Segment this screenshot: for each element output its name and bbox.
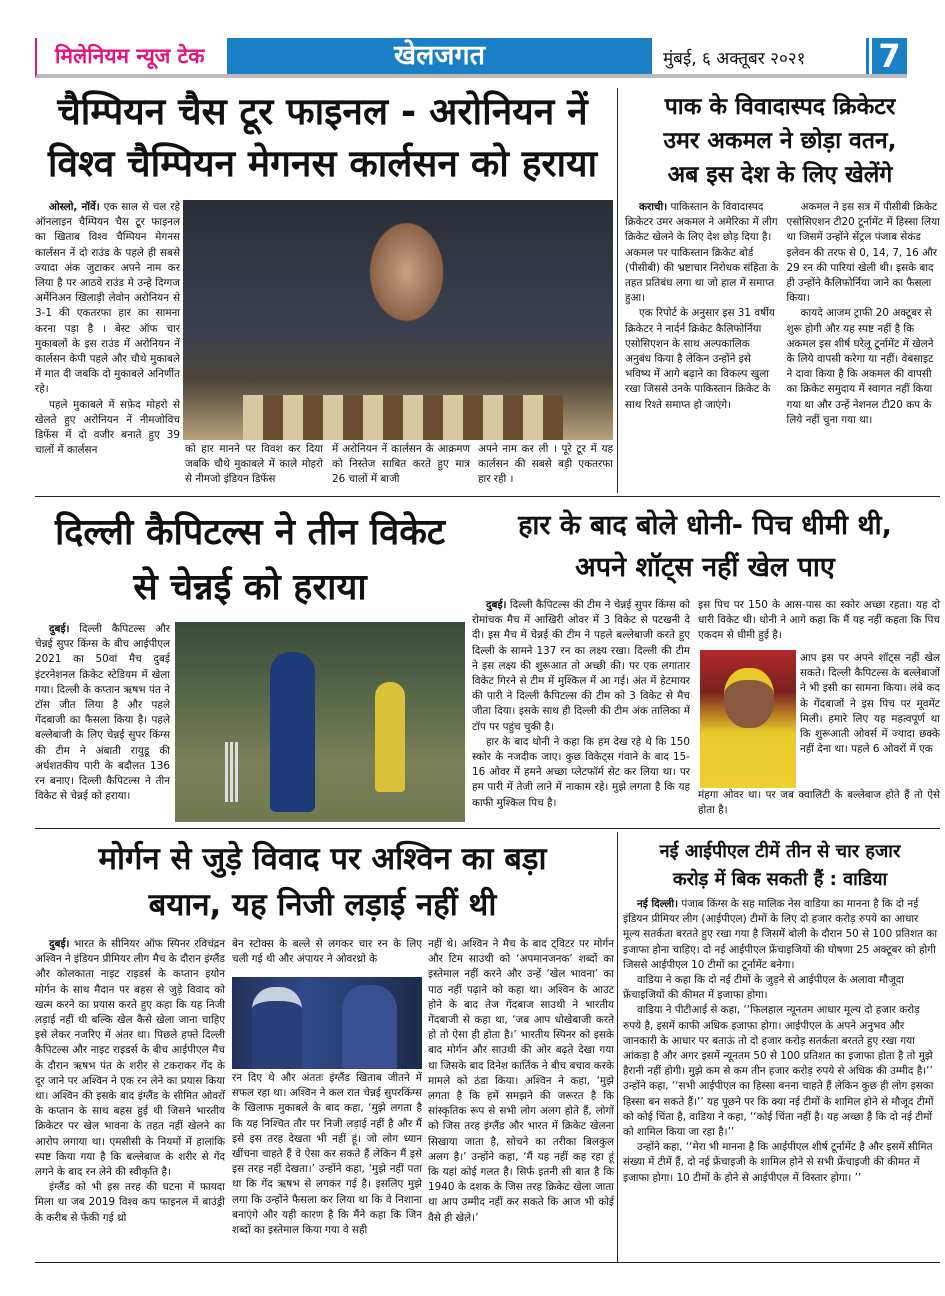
headline-line: दिल्ली कैपिटल्स ने तीन विकेट: [54, 512, 446, 553]
chess-player-photo: [183, 200, 613, 440]
dhoni-column-1: [472, 598, 690, 811]
masthead: [35, 38, 907, 78]
dhoni-headline: [470, 505, 940, 589]
paragraph: एक रिपोर्ट के अनुसार इस 31 वर्षीय क्रिकेटर ने नार्दर्न क्रिकेट कैलिफोर्निया एसोसिएशन के साथ अल्पकालिक अनुबंध किया है लेकिन उन्होंने इसे भविष्य में आगे बढ़ाने का विकल्प खुला रखा जिससे उनके पाकिस्तान क्रिकेट के साथ रिश्ते समाप्त हो जाएंगे।: [625, 307, 775, 411]
cricketers-photo: [232, 977, 422, 1069]
chess-board: [243, 395, 563, 440]
ashwin-column-1: [35, 937, 225, 1226]
headline-line: उमर अकमल ने छोड़ा वतन,: [663, 128, 897, 154]
akmal-column-1: [625, 200, 940, 492]
dhoni-column-2a: इस पिच पर 150 के आस-पास का स्कोर अच्छा रहता। यह दो धारी विकेट थी। धोनी ने आगे कहा कि मैं यह नहीं कहता कि पिच एकदम से धीमी हुई है।: [698, 599, 940, 642]
paragraph: हार के बाद धोनी ने कहा कि हम देख रहे थे कि 150 स्कोर के नजदीक जाए। कुछ विकेट्स गंवाने के बाद 15-16 ओवर में हमने अच्छा प्लेटफॉर्म सेट कर लिया था। पर हम पारी में तेजी लाने में नाकाम रहे। मुझे लगता है कि यह काफी मुश्किल पिच है।: [472, 735, 690, 809]
section-banner: [227, 38, 652, 74]
dhoni-column-2b: आप इस पर अपने शॉट्स नहीं खेल सकते। दिल्ली कैपिटल्स के बल्लेबाजों ने भी इसी का सामना किया। लंबे कद के गेंदबाजों ने इस पिच पर मूवमेंट मिली। हमारे लिए यह महत्वपूर्ण था कि शुरूआती ओवर्स में ज्यादा छक्के नहीं देना था। पहले 6 ओवरों में एक: [800, 652, 940, 756]
section-title: खेलजगत: [393, 40, 486, 71]
dateline: दुबई।: [49, 623, 70, 635]
headline-line: विश्व चैम्पियन मेगनस कार्लसन को हराया: [47, 142, 598, 185]
dateline: ओस्लो, नॉर्वे।: [49, 201, 100, 213]
headline-line: से चेन्नई को हराया: [133, 567, 367, 608]
chess-column-2: को हार मानने पर विवश कर दिया जबकि चौथे मुकाबले में काले मोहरो से नीमजो इंडियन डिफेंस: [185, 443, 323, 486]
paragraph: दिल्ली कैपिटल्स की टीम ने चेन्नई सुपर किंग्स को रोमांचक मैच में आखिरी ओवर में 3 विकेट से पटखनी दे दी। इस मैच में चेन्नई की टीम ने पहले बल्लेबाजी करते हुए दिल्ली के सामने 137 रन का लक्ष्य रखा। दिल्ली की टीम ने इस लक्ष्य की शुरूआत तो अच्छी की। पर एक लगातार विकेट गिरने से टीम में मुश्किल में आ गई। अंत में हेटमायर की पारी ने दिल्ली कैपिटल्स की टीम को 3 विकेट से मैच जीता दिया। इसके साथ ही दिल्ली की टीम अंक तालिका में टॉप पर पहुंच चुकी है।: [472, 599, 690, 733]
dhoni-face: [724, 668, 774, 728]
divider: [35, 496, 940, 497]
paragraph: वाडिया ने कहा कि दो नई टीमों के जुड़ने से आईपीएल के अलावा मौजूदा फ्रेंचाइजियों की कीमत में इजाफा होगा।: [623, 974, 904, 1002]
paragraph: भारत के सीनियर ऑफ स्पिनर रविचंद्रन अश्विन ने इंडियन प्रीमियर लीग मैच के दौरान इंग्लैंड और कोलकाता नाइट राइडर्स के कप्तान इयोन मोर्गन के साथ मैदान पर बहस से जुड़े विवाद को खत्म करने का प्रयास करते हुए कहा कि यह निजी लड़ाई नहीं थी बल्कि खेल कैसे खेला जाना चाहिए इसे लेकर नजरिए में अंतर था। पिछले हफ्ते दिल्ली कैपिटल्स और नाइट राइडर्स के बीच आईपीएल मैच के दौरान ऋषभ पंत के शरीर से टकराकर गेंद के दूर जाने पर अश्विन ने एक रन लेने का प्रयास किया था। अश्विन की इसके बाद इंग्लैंड के सीमित ओवरों के कप्तान के साथ बहस हुई थी जिसने भारतीय क्रिकेटर पर खेल भावना के तहत नहीं खेलने का आरोप लगाया था। एमसीसी के नियमों में हालांकि स्पष्ट किया गया है कि बल्लेबाज के शरीर से गेंद लगने के बाद रन लेने की स्वीकृति है।: [35, 938, 225, 1179]
dateline: दुबई।: [486, 599, 507, 611]
dhoni-photo: [700, 650, 796, 788]
chess-column-4: अपने नाम कर ली । पूरे टूर में यह कार्लसन की सबसे बड़ी एकतरफा हार रही ।: [478, 443, 613, 486]
batsman-figure: [270, 652, 315, 812]
headline-line: बयान, यह निजी लड़ाई नहीं थी: [148, 887, 497, 923]
dateline: कराची।: [639, 201, 668, 213]
stumps: [225, 742, 239, 802]
headline-line: मोर्गन से जुड़े विवाद पर अश्विन का बड़ा: [98, 841, 547, 877]
chess-column-3: में अरोनियन नें कार्लसन के आक्रमण को निस्तेज साबित करते हुए मात्र 26 चालों में बाजी: [332, 443, 470, 486]
divider: [35, 1262, 940, 1263]
paragraph: एक साल से चल रहे ऑनलाइन चैम्पियन चैस टूर फाइनल का खिताब विश्व चैम्पियन मेगनस कार्लसन नें दो राउंड के पहले ही सबसे ज्यादा अंक जुटाकर अपने नाम कर लिया है पर आठवे राउंड मे उन्हे दिग्गज अर्मेनिअन खिलाड़ी लेवोन अरोनियन से 3-1 की एकतरफा हार का सामना करना पड़ा है । बेस्ट ऑफ चार मुकाबलों के इस राउंड में अरोनियन नें कार्लसन केपी पहले और चौथे मुकाबले में मात दी जबकि दो मुकाबले अनिर्णीत रहे।: [35, 201, 180, 396]
headline-line: चैम्पियन चैस टूर फाइनल - अरोनियन नें: [57, 90, 588, 133]
dateline: नई दिल्ली।: [637, 898, 679, 910]
date-line: मुंबई, ६ अक्तूबर २०२१: [663, 49, 806, 69]
paragraph: अकमल ने इस सत्र में पीसीबी क्रिकेट एसोसिएशन टी20 टूर्नामेंट में हिस्सा लिया था जिसमें उन्होंने सेंट्रल पंजाब सेकंड इलेवन की तरफ से 0, 14, 7, 16 और 29 रन की पारियां खेली थी। इसके बाद ही उन्होंने कैलिफोर्निया जाने का फैसला किया।: [786, 201, 940, 305]
ashwin-column-2a: बेन स्टोक्स के बल्ले से लगकर चार रन के लिए चली गई थी और अंपायर ने ओवरथ्रो के: [232, 938, 422, 966]
divider: [617, 832, 618, 1262]
page-number: 7: [869, 38, 907, 74]
player-figure: [342, 985, 397, 1069]
dateline: दुबई।: [49, 938, 70, 950]
chess-column-1: [35, 200, 180, 458]
dhoni-column-2c: मंहगा ओवर था। पर जब क्वालिटी के बल्लेबाज होते हैं तो ऐसे होता है।: [698, 789, 940, 817]
paragraph: कायदे आजम ट्राफी 20 अक्टूबर से शुरू होगी और यह स्पष्ट नहीं है कि अकमल इस शीर्ष घरेलू टूर्नामेंट में खेलने के लिये वापसी करेगा या नहीं। वेबसाइट ने दावा किया है कि अकमल की वापसी का क्रिकेट समुदाय में स्वागत नहीं किया गया था और उन्हें नेशनल टी20 कप के लिये नहीं चुना गया था।: [786, 307, 934, 426]
wadia-headline: [620, 838, 940, 894]
headline-line: अब इस देश के लिए खेलेंगे: [667, 162, 893, 188]
paragraph: पाकिस्तान के विवादास्पद क्रिकेटर उमर अकमल ने अमेरिका में लीग क्रिकेट खेलने के लिए देश छोड़ दिया है। अकमल पर पाकिस्तान क्रिकेट बोर्ड (पीसीबी) की भ्रष्टाचार निरोधक संहिता के तहत प्रतिबंध लगा था जो हाल में समाप्त हुआ।: [625, 201, 779, 305]
delhi-column: [35, 622, 170, 804]
paragraph: वाडिया ने पीटीआई से कहा, ‘‘फिलहाल न्यूनतम आधार मूल्य दो हजार करोड़ रुपये है, इसमें काफी अधिक इजाफा होगा। आईपीएल के अपने अनुभव और जानकारी के आधार पर बताऊं तो दो हजार करोड़ सतर्कता बरतते हुए रखा गया आंकड़ा है और अगर इसमें न्यूनतम 50 से 100 प्रतिशत का इजाफा होता है तो मुझे हैरानी नहीं होगी। मुझे कम से कम तीन हजार करोड़ रुपये से अधिक की उम्मीद है।’’ उन्होंने कहा, ‘‘सभी आईपीएल का हिस्सा बनना चाहते हैं लेकिन कुछ ही लोग इसका हिस्सा बन सकते हैं।’’ यह पूछने पर कि क्या नई टीमों के शामिल होने से मौजूद टीमों को कोई चिंता है, वाडिया ने कहा, ‘‘कोई चिंता नहीं है। यह अच्छा है कि दो नई टीमों को शामिल किया जा रहा है।’’: [623, 1004, 934, 1139]
ashwin-headline: [30, 836, 615, 928]
paragraph: पहले मुकाबले में सफ़ेद मोहरो से खेलते हुए अरोनियन नें नीमजोविच डिफेंस में दो वजीर बनाते हुए 39 चालों में कार्लसन: [35, 398, 180, 457]
headline-line: अपने शॉट्स नहीं खेल पाए: [575, 552, 835, 583]
ashwin-column-3: नहीं थे। अश्विन ने मैच के बाद ट्विटर पर मोर्गन और टिम साउथी को ‘अपमानजनक’ शब्दों का इस्तेमाल नहीं करने और उन्हें ‘खेल भावना’ का पाठ नहीं पढ़ाने को कहा था। अश्विन के आउट होने के बाद तेज गेंदबाज साउथी ने भारतीय गेंदबाजी से कहा था, ‘जब आप धोखेबाजी करते हो तो ऐसा ही होता है।’ भारतीय स्पिनर को इसके बाद मोर्गन और साउथी की ओर बढ़ते देखा गया था जिसके बाद दिनेश कार्तिक ने बीच बचाव करके मामले को ठंडा किया। अश्विन ने कहा, ‘मुझे लगता है कि हमें समझने की जरूरत है कि सांस्कृतिक रूप से सभी लोग अलग होते हैं, लोगों को जिस तरह इंग्लैंड और भारत में क्रिकेट खेलना सिखाया जाता है, सोचने का तरीका बिलकुल अलग है।’ उन्होंने कहा, ‘मैं यह नहीं कह रहा हूं कि यहां कोई गलत है। सिर्फ इतनी सी बात है कि 1940 के दशक के जिस तरह क्रिकेट खेला जाता था आप उम्मीद नहीं कर सकते कि आज भी कोई वैसे ही खेले।’: [428, 938, 614, 1224]
paragraph: इंग्लैंड को भी इस तरह की घटना में फायदा मिला था जब 2019 विश्व कप फाइनल में बाउंड्री के करीब से फेंकी गई थ्रो: [35, 1181, 225, 1224]
delhi-headline: [30, 505, 470, 615]
divider: [35, 828, 940, 829]
headline-line: हार के बाद बोले धोनी- पिच धीमी थी,: [518, 510, 892, 541]
headline-line: नई आईपीएल टीमें तीन से चार हजार: [659, 841, 901, 862]
divider: [617, 88, 618, 493]
brand-name: मिलेनियम न्यूज टेक: [55, 44, 205, 68]
paragraph: दिल्ली कैपिटल्स और चेन्नई सुपर किंग्स के बीच आईपीएल 2021 का 50वां मैच दुबई इंटरनेशनल क्रिकेट स्टेडियम में खेला गया। दिल्ली के कप्तान ऋषभ पंत ने टॉस जीत लिया है और पहले गेंदबाजी का फैसला किया है। पहले बल्लेबाजी के लिए चेन्नई सुपर किंग्स की टीम ने अंबाती रायुडू की अर्धशतकीय पारी के बदौलत 136 रन बनाए। दिल्ली कैपिटल्स ने तीन विकेट से चेन्नई को हराया।: [35, 623, 170, 803]
wadia-column: [623, 897, 938, 1186]
akmal-headline: [620, 90, 940, 192]
cricket-batsman-photo: [175, 622, 465, 822]
chess-headline: [30, 86, 615, 190]
ashwin-column-2b: रन दिए थे और अंततः इंग्लैंड खिताब जीतने में सफल रहा था। अश्विन ने कल रात चेन्नई सुपरकिंग्स के खिलाफ मुकाबले के बाद कहा, ‘मुझे लगता है कि यह निश्चित तौर पर निजी लड़ाई नहीं है और मैं इसे इस तरह देखता भी नहीं हूं। जो लोग ध्यान खींचना चाहते हैं वे ऐसा कर सकते हैं लेकिन मैं इसे इस तरह नहीं देखता।’ उन्होंने कहा, ‘मुझे नहीं पता था कि गेंद ऋषभ से लगकर गई है। इसलिए मुझे लगा कि उन्होंने फैसला कर लिया था कि वे निशाना बनाएंगे और यही कारण है कि मैंने कहा कि जिन शब्दों का इस्तेमाल किया गया वे सही: [232, 1072, 422, 1237]
headline-line: करोड़ में बिक सकती हैं : वाडिया: [672, 869, 888, 890]
fielder-figure: [375, 682, 405, 792]
player-figure: [252, 987, 302, 1069]
paragraph: उन्होंने कहा, ‘‘मेरा भी मानना है कि आईपीएल शीर्ष टूर्नामेंट है और इसमें सीमित संख्या में टीमें हैं, दो नई फ्रेंचाइजी के शामिल होने से सभी फ्रेंचाइजी की कीमत में इजाफा होगा। 10 टीमों के होने से आईपीएल में विस्तार होगा। ’’: [623, 1141, 933, 1184]
paragraph: पंजाब किंग्स के सह मालिक नेस वाडिया का मानना है कि दो नई इंडियन प्रीमियर लीग (आईपीएल) टीमों के लिए दो हजार करोड़ रुपये का आधार मूल्य सतर्कता बरतते हुए रखा गया है जिसमें बोली के दौरान 50 से 100 प्रतिशत का इजाफा होना चाहिए। दो नई आईपीएल फ्रेंचाइजियों की घोषणा 25 अक्टूबर को होगी जिससे आईपीएल 10 टीमों का टूर्नामेंट बनेगा।: [623, 898, 938, 971]
headline-line: पाक के विवादास्पद क्रिकेटर: [664, 94, 896, 120]
